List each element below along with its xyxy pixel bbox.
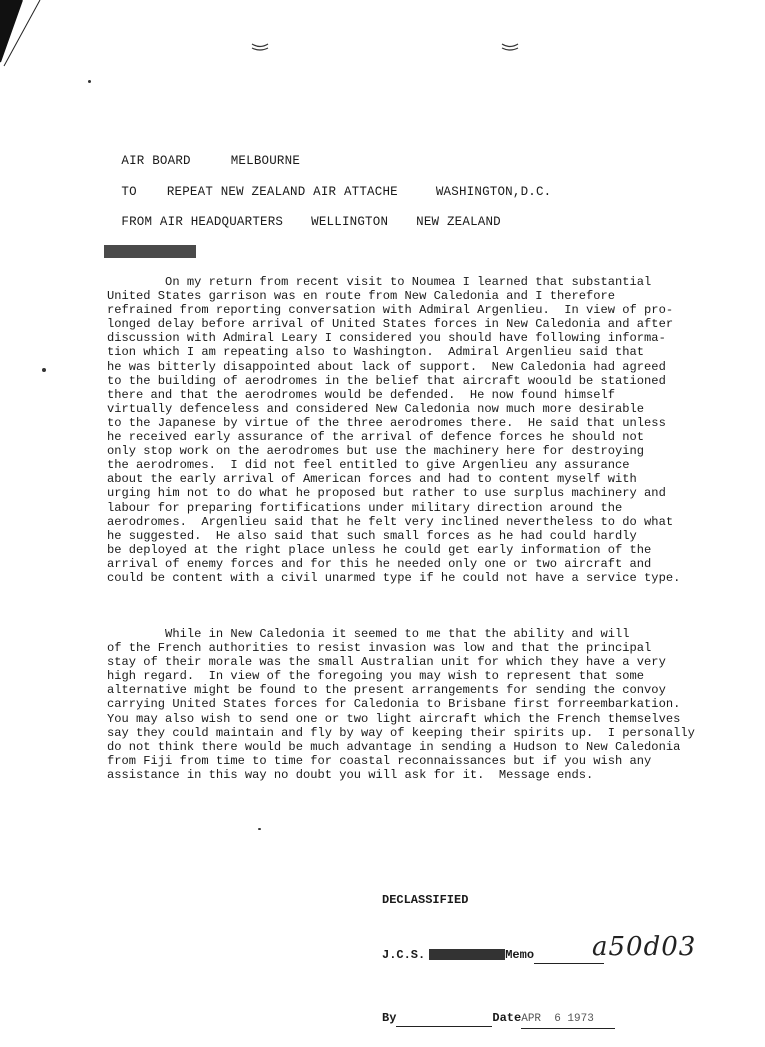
- text-line: alternative might be found to the present arrangements for sending the convoy: [107, 683, 666, 698]
- header-from-hq: FROM AIR HEADQUARTERS: [121, 215, 284, 229]
- by-value-line: [396, 1008, 492, 1027]
- redacted-jcs: [429, 949, 505, 960]
- header-to-line: [106, 171, 551, 199]
- by-label: By: [382, 1011, 397, 1025]
- header-washington: WASHINGTON,D.C.: [435, 185, 552, 199]
- text-line: say they could maintain and fly by way of keeping their spirits up. I personally: [107, 725, 695, 740]
- text-line: urging him not to do what he proposed but rather to use surplus machinery and: [107, 486, 666, 501]
- header-origin-line: [106, 201, 501, 229]
- scan-mark-right: [500, 40, 520, 52]
- text-line: to the Japanese by virtue of the three aerodromes there. He said that unless: [107, 415, 666, 430]
- text-line: he received early assurance of the arrival of defence forces he should not: [107, 430, 645, 445]
- text-line: refrained from reporting conversation with Admiral Argenlieu. In view of pro-: [107, 303, 674, 318]
- text-line: You may also wish to send one or two light aircraft which the French themselves: [107, 711, 681, 726]
- header-melbourne: MELBOURNE: [230, 154, 301, 168]
- text-line: virtually defenceless and considered New Caledonia now much more desirable: [107, 401, 645, 416]
- text-line: do not think there would be much advantage in sending a Hudson to New Caledonia: [107, 739, 681, 754]
- text-line: While in New Caledonia it seemed to me that the ability and will: [107, 627, 630, 641]
- text-line: United States garrison was en route from New Caledonia and I therefore: [107, 289, 616, 304]
- date-label: Date: [492, 1011, 522, 1025]
- declassified-title: DECLASSIFIED: [382, 893, 469, 907]
- text-line: discussion with Admiral Leary I considered you should have following informa-: [107, 331, 666, 346]
- by-date-line: [382, 1008, 615, 1029]
- text-line: tion which I am repeating also to Washington. Admiral Argenlieu said that: [107, 345, 645, 360]
- text-line: he suggested. He also said that such small forces as he had could hardly: [107, 528, 637, 543]
- header-recipient: REPEAT NEW ZEALAND AIR ATTACHE: [166, 185, 398, 199]
- jcs-line: [382, 945, 615, 964]
- header-air-board: AIR BOARD: [121, 154, 191, 168]
- text-line: longed delay before arrival of United States forces in New Caledonia and after: [107, 317, 674, 332]
- text-line: high regard. In view of the foregoing you may wish to represent that some: [107, 669, 645, 684]
- text-line: aerodromes. Argenlieu said that he felt very inclined nevertheless to do what: [107, 514, 674, 529]
- date-value: APR 6 1973: [521, 1010, 615, 1029]
- speck: [258, 828, 261, 830]
- header-from-line: [106, 140, 300, 168]
- text-line: to the building of aerodromes in the belief that aircraft woould be stationed: [107, 373, 666, 388]
- text-line: he was bitterly disappointed about lack of support. New Caledonia had agreed: [107, 359, 666, 374]
- text-line: be deployed at the right place unless he could get early information of the: [107, 542, 652, 557]
- jcs-label: J.C.S.: [382, 948, 426, 962]
- memo-label: Memo: [505, 948, 535, 962]
- text-line: labour for preparing fortifications under military direction around the: [107, 500, 623, 515]
- text-line: stay of their morale was the small Australian unit for which they have a very: [107, 655, 666, 670]
- redacted-classification: [104, 245, 196, 258]
- text-line: could be content with a civil unarmed type if he could not have a service type.: [107, 570, 681, 585]
- scan-mark-left: [250, 40, 270, 52]
- text-line: of the French authorities to resist invasion was low and that the principal: [107, 641, 652, 656]
- header-new-zealand: NEW ZEALAND: [416, 215, 501, 229]
- text-line: arrival of enemy forces and for this he needed only one or two aircraft and: [107, 556, 652, 571]
- text-line: there and that the aerodromes would be defended. He now found himself: [107, 387, 616, 402]
- speck: [88, 80, 91, 83]
- body-paragraph-1: [107, 275, 717, 585]
- handwritten-reference-number: a50d03: [592, 932, 697, 962]
- header-wellington: WELLINGTON: [311, 215, 389, 229]
- text-line: carrying United States forces for Caledonia to Brisbane first forreembarkation.: [107, 697, 681, 712]
- declassified-stamp: [382, 855, 615, 1047]
- corner-fold-mark: [0, 0, 60, 70]
- header-to-label: TO: [121, 185, 137, 199]
- body-paragraph-2: [107, 627, 717, 782]
- text-line: On my return from recent visit to Noumea I learned that substantial: [107, 275, 652, 289]
- speck: [42, 368, 46, 372]
- text-line: about the early arrival of American forces and had to content myself with: [107, 472, 637, 487]
- text-line: from Fiji from time to time for coastal reconnaissances but if you wish any: [107, 753, 652, 768]
- text-line: only stop work on the aerodromes but use the machinery here for destroying: [107, 444, 645, 459]
- text-line: assistance in this way no doubt you will ask for it. Message ends.: [107, 767, 594, 782]
- text-line: the aerodromes. I did not feel entitled to give Argenlieu any assurance: [107, 458, 630, 473]
